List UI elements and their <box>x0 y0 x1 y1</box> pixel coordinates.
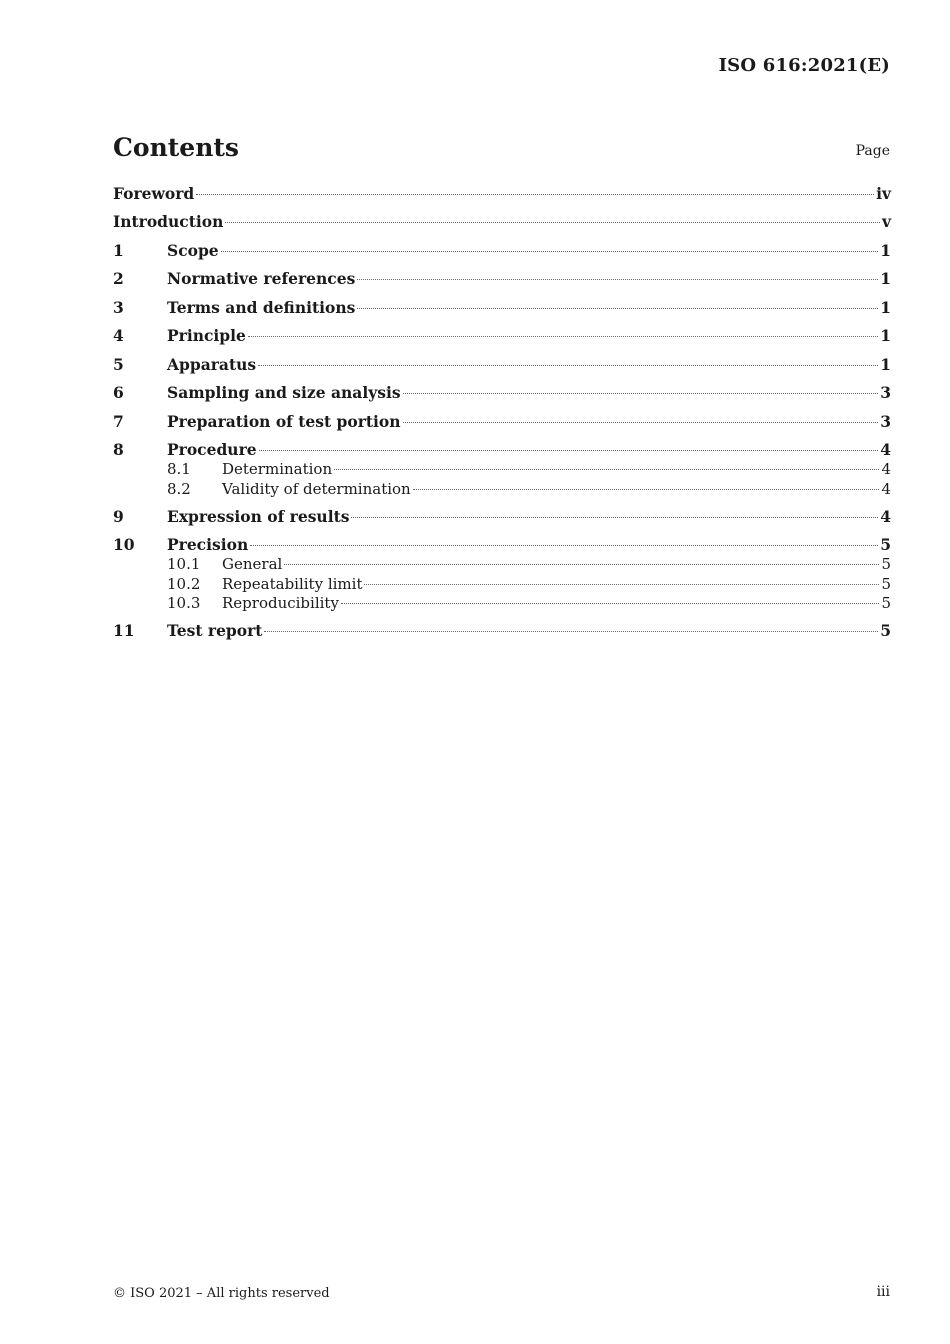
toc-entry-label: Scope <box>167 240 219 260</box>
dot-leader <box>413 489 880 490</box>
toc-entry-label: Principle <box>167 326 246 345</box>
toc-subentry-general[interactable] <box>113 555 891 575</box>
toc-entry-page: 1 <box>880 354 891 374</box>
toc-subentry-label: Reproducibility <box>222 594 339 612</box>
toc-subentry-label: General <box>222 555 283 573</box>
dot-leader <box>403 422 879 423</box>
toc-group-precision <box>113 535 891 614</box>
toc-entry-label: Test report <box>167 621 263 640</box>
page-column-label: Page <box>855 143 890 159</box>
toc-subentry-validity-of-determination[interactable] <box>113 480 891 500</box>
dot-leader <box>341 603 880 604</box>
toc-entry-page: 4 <box>880 506 891 526</box>
toc-entry-page: 1 <box>880 326 891 345</box>
dot-leader <box>264 631 878 632</box>
dot-leader <box>334 469 879 470</box>
toc-entry-number: 8 <box>113 440 124 459</box>
dot-leader <box>196 194 874 195</box>
toc-entry-number: 6 <box>113 383 124 402</box>
toc-entry-label: Normative references <box>167 269 356 288</box>
toc-entry-number: 1 <box>113 240 124 260</box>
toc-subentry-number: 10.1 <box>167 555 201 573</box>
toc-entry-label: Introduction <box>113 212 224 231</box>
toc-entry-label: Terms and definitions <box>167 297 356 317</box>
toc-subentry-number: 8.1 <box>167 460 191 478</box>
toc-subentry-repeatability-limit[interactable] <box>113 575 891 595</box>
toc-entry-label: Foreword <box>113 184 195 203</box>
dot-leader <box>364 584 879 585</box>
toc-entry-number: 4 <box>113 326 124 345</box>
toc-subentry-determination[interactable] <box>113 460 891 480</box>
footer-page-number: iii <box>876 1284 890 1300</box>
toc-subentry-label: Validity of determination <box>222 479 411 498</box>
toc-subentry-number: 10.2 <box>167 574 201 593</box>
toc-entry-page: 5 <box>880 535 891 554</box>
dot-leader <box>357 308 878 309</box>
toc-entry-precision[interactable] <box>113 535 891 555</box>
toc-entry-label: Procedure <box>167 440 257 459</box>
toc-subentry-number: 10.3 <box>167 594 201 612</box>
dot-leader <box>403 393 879 394</box>
toc-subentry-page: 5 <box>881 574 891 593</box>
toc-entry-page: iv <box>876 184 891 203</box>
toc-subentry-page: 5 <box>881 594 891 612</box>
toc-entry-page: 3 <box>880 383 891 402</box>
toc-entry-foreword[interactable] <box>113 184 891 212</box>
toc-entry-label: Expression of results <box>167 506 350 526</box>
toc-entry-preparation-of-test-portion[interactable] <box>113 412 891 441</box>
dot-leader <box>284 564 879 565</box>
toc-entry-page: 1 <box>880 240 891 260</box>
page-title: Contents <box>113 133 240 162</box>
toc-entry-apparatus[interactable] <box>113 355 891 384</box>
toc-entry-normative-references[interactable] <box>113 269 891 298</box>
toc-subentry-label: Repeatability limit <box>222 574 363 593</box>
toc-entry-number: 10 <box>113 535 135 554</box>
toc-entry-page: 1 <box>880 269 891 288</box>
toc-subentry-page: 5 <box>881 555 891 573</box>
dot-leader <box>225 222 880 223</box>
dot-leader <box>259 450 879 451</box>
footer-copyright: © ISO 2021 – All rights reserved <box>113 1286 330 1301</box>
toc-entry-page: v <box>881 212 891 231</box>
toc-entry-label: Preparation of test portion <box>167 411 401 431</box>
toc-entry-number: 3 <box>113 297 124 317</box>
toc-entry-label: Precision <box>167 535 249 554</box>
document-id: ISO 616:2021(E) <box>718 55 890 76</box>
toc-entry-number: 7 <box>113 411 124 431</box>
toc-entry-page: 1 <box>880 297 891 317</box>
toc-subentry-page: 4 <box>881 460 891 478</box>
toc-group-procedure <box>113 440 891 499</box>
toc-entry-page: 5 <box>880 621 891 640</box>
dot-leader <box>250 545 878 546</box>
toc-entry-label: Apparatus <box>167 354 257 374</box>
toc-entry-test-report[interactable] <box>113 621 891 650</box>
toc-entry-terms-and-definitions[interactable] <box>113 298 891 327</box>
toc-entry-expression-of-results[interactable] <box>113 507 891 536</box>
toc-entry-page: 3 <box>880 411 891 431</box>
table-of-contents <box>113 184 891 650</box>
toc-subentry-number: 8.2 <box>167 479 191 498</box>
dot-leader <box>248 336 878 337</box>
toc-entry-number: 9 <box>113 506 124 526</box>
dot-leader <box>258 365 878 366</box>
toc-subentry-page: 4 <box>881 479 891 498</box>
dot-leader <box>351 517 878 518</box>
toc-entry-label: Sampling and size analysis <box>167 383 401 402</box>
toc-entry-procedure[interactable] <box>113 440 891 460</box>
toc-entry-introduction[interactable] <box>113 212 891 241</box>
toc-entry-scope[interactable] <box>113 241 891 270</box>
dot-leader <box>357 279 878 280</box>
toc-entry-number: 5 <box>113 354 124 374</box>
toc-entry-number: 11 <box>113 621 135 640</box>
toc-entry-principle[interactable] <box>113 326 891 355</box>
toc-entry-number: 2 <box>113 269 124 288</box>
toc-subentry-label: Determination <box>222 460 333 478</box>
dot-leader <box>221 251 879 252</box>
toc-entry-sampling-and-size-analysis[interactable] <box>113 383 891 412</box>
toc-subentry-reproducibility[interactable] <box>113 594 891 614</box>
toc-entry-page: 4 <box>880 440 891 459</box>
